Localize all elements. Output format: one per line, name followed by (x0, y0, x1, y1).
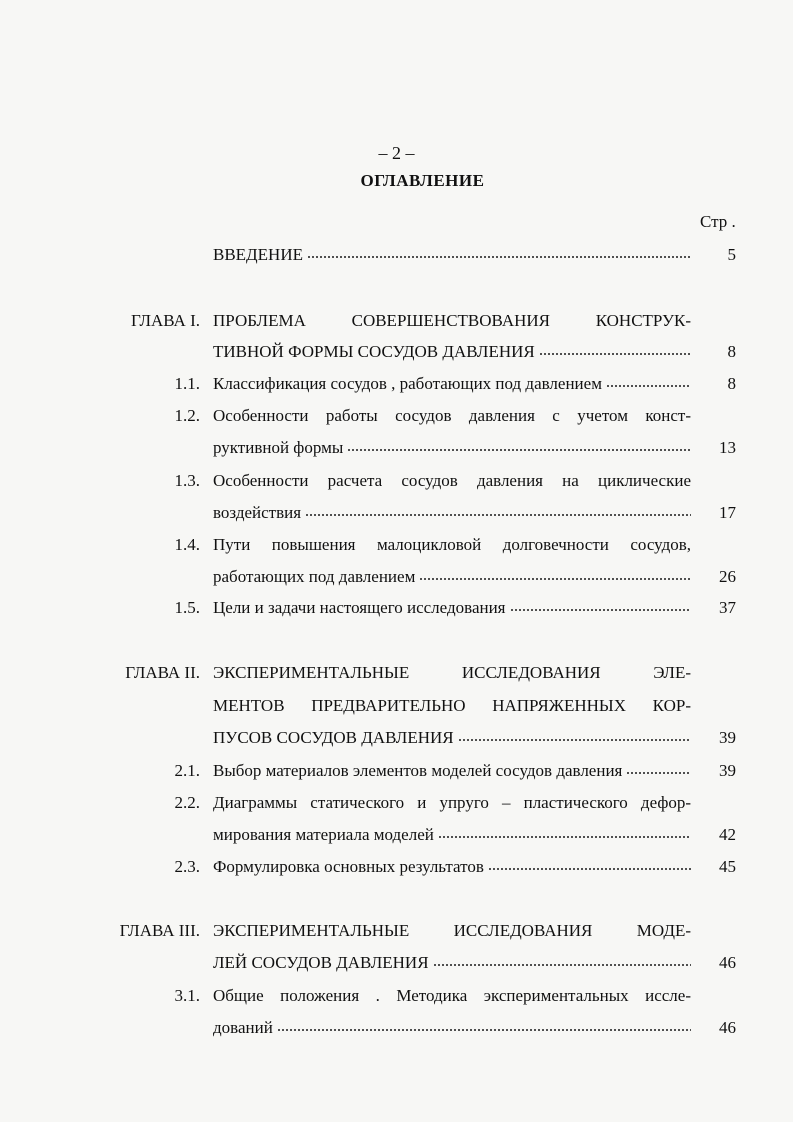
chapter-title-line (213, 953, 691, 973)
toc-entry-text: мирования материала моделей (213, 825, 434, 844)
toc-entry-text: Выбор материалов элементов моделей сосудов давления (213, 761, 623, 780)
chapter-title-line: ПРОБЛЕМА СОВЕРШЕНСТВОВАНИЯ КОНСТРУК- (213, 311, 691, 330)
toc-page-number: 46 (719, 953, 736, 972)
toc-page-number: 42 (719, 825, 736, 844)
toc-entry-text: Цели и задачи настоящего исследования (213, 598, 506, 617)
toc-page-number: 5 (727, 245, 736, 264)
leader-dots (307, 255, 691, 259)
chapter-title-line: ЭКСПЕРИМЕНТАЛЬНЫЕ ИССЛЕДОВАНИЯ ЭЛЕ- (213, 663, 691, 682)
leader-dots (606, 384, 691, 388)
page-title: ОГЛАВЛЕНИЕ (360, 171, 485, 190)
toc-entry (213, 567, 691, 587)
section-number: 2.3. (174, 857, 200, 876)
toc-entry-text: ЛЕЙ СОСУДОВ ДАВЛЕНИЯ (213, 953, 429, 972)
toc-entry-text: ПУСОВ СОСУДОВ ДАВЛЕНИЯ (213, 728, 454, 747)
chapter-label: ГЛАВА III. (119, 921, 200, 940)
toc-entry-intro (213, 245, 691, 265)
toc-entry (213, 598, 691, 618)
toc-entry-text: Особенности расчета сосудов давления на циклические (213, 471, 691, 490)
toc-entry (213, 1018, 691, 1038)
leader-dots (510, 608, 691, 612)
toc-entry-text: Пути повышения малоцикловой долговечности сосудов, (213, 535, 691, 554)
toc-page-number: 8 (727, 342, 736, 361)
toc-entry-text: дований (213, 1018, 273, 1037)
section-number: 1.4. (174, 535, 200, 554)
toc-entry-text: руктивной формы (213, 438, 344, 457)
page-number: – 2 – (378, 143, 415, 163)
leader-dots (458, 738, 691, 742)
chapter-title-line: МЕНТОВ ПРЕДВАРИТЕЛЬНО НАПРЯЖЕННЫХ КОР- (213, 696, 691, 715)
chapter-title-line (213, 728, 691, 748)
toc-entry (213, 438, 691, 458)
section-number: 1.1. (174, 374, 200, 393)
toc-entry (213, 761, 691, 781)
leader-dots (626, 771, 691, 775)
chapter-label: ГЛАВА I. (130, 311, 200, 330)
section-number: 1.3. (174, 471, 200, 490)
toc-entry-text: Формулировка основных результатов (213, 857, 484, 876)
toc-page-number: 39 (719, 728, 736, 747)
toc-page-number: 45 (719, 857, 736, 876)
leader-dots (347, 448, 691, 452)
leader-dots (433, 963, 691, 967)
toc-page-number: 17 (719, 503, 736, 522)
toc-page-number: 8 (727, 374, 736, 393)
chapter-label: ГЛАВА II. (125, 663, 200, 682)
toc-entry-text: Диаграммы статического и упруго – пластического дефор- (213, 793, 691, 812)
toc-entry (213, 825, 691, 845)
toc-entry-text: Классификация сосудов , работающих под давлением (213, 374, 602, 393)
chapter-title-line: ЭКСПЕРИМЕНТАЛЬНЫЕ ИССЛЕДОВАНИЯ МОДЕ- (213, 921, 691, 940)
toc-entry-text: Особенности работы сосудов давления с учетом конст- (213, 406, 691, 425)
section-number: 2.2. (174, 793, 200, 812)
toc-entry-text: ТИВНОЙ ФОРМЫ СОСУДОВ ДАВЛЕНИЯ (213, 342, 535, 361)
leader-dots (277, 1028, 691, 1032)
toc-page-number: 13 (719, 438, 736, 457)
leader-dots (438, 835, 691, 839)
toc-entry (213, 374, 691, 394)
leader-dots (539, 352, 691, 356)
section-number: 2.1. (174, 761, 200, 780)
chapter-title-line (213, 342, 691, 362)
toc-entry-text: воздействия (213, 503, 302, 522)
section-number: 3.1. (174, 986, 200, 1005)
leader-dots (419, 577, 691, 581)
toc-page-number: 46 (719, 1018, 736, 1037)
section-number: 1.2. (174, 406, 200, 425)
toc-page-number: 37 (719, 598, 736, 617)
toc-entry-text: Общие положения . Методика экспериментальных иссле- (213, 986, 691, 1005)
toc-page-number: 26 (719, 567, 736, 586)
section-number: 1.5. (174, 598, 200, 617)
toc-page-number: 39 (719, 761, 736, 780)
leader-dots (305, 513, 691, 517)
page-column-header: Стр . (700, 212, 736, 231)
toc-entry-text: работающих под давлением (213, 567, 416, 586)
toc-entry-text: ВВЕДЕНИЕ (213, 245, 303, 264)
toc-entry (213, 857, 691, 877)
leader-dots (488, 867, 691, 871)
toc-entry (213, 503, 691, 523)
